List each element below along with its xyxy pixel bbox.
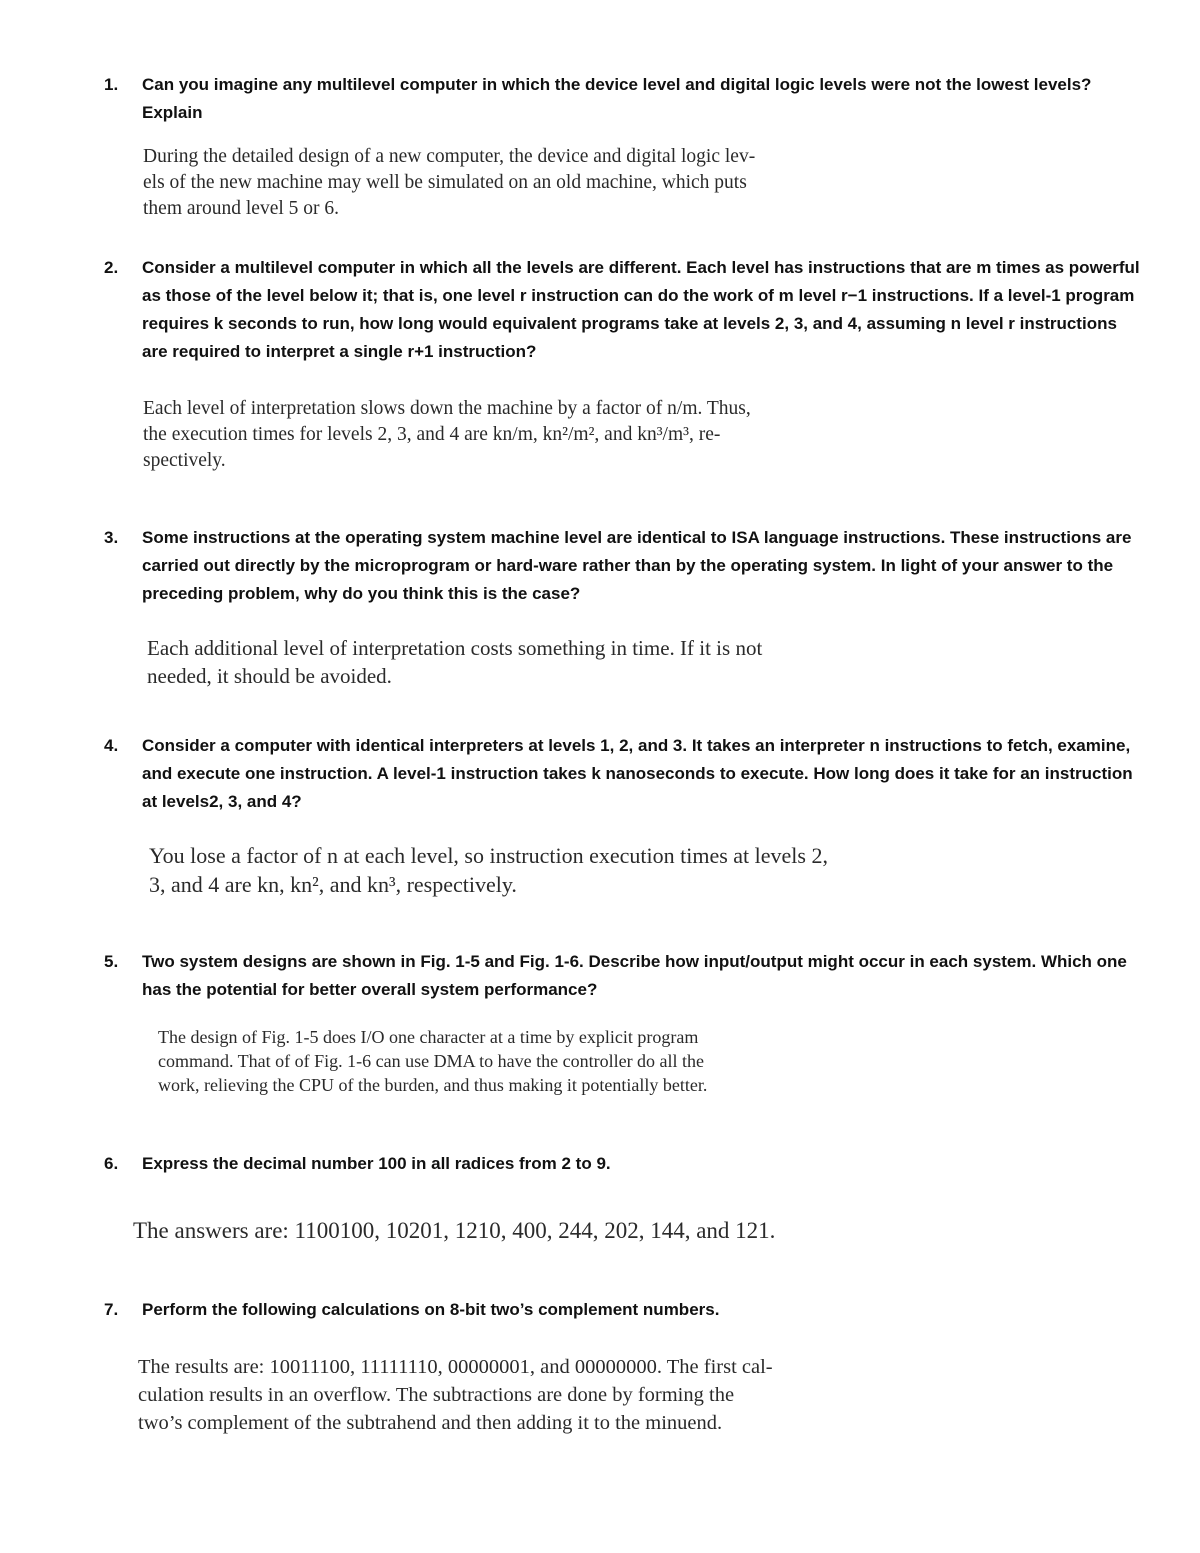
answer-1 [143,144,755,222]
answer-line: needed, it should be avoided. [147,664,392,688]
answer-line: work, relieving the CPU of the burden, and thus making it potentially better. [158,1075,708,1095]
question-number: 7. [104,1300,119,1319]
question-text: Consider a multilevel computer in which all the levels are different. Each level has instructions that are m times as powerful as those of the level below it; that is, one level r instruction can do the work of m level r−1 instructions. If a level-1 program requires k seconds to run, how long would equivalent programs take at levels 2, 3, and 4, assuming n level r instructions are required to interpret a single r+1 instruction? [142,258,1140,361]
question-5 [104,948,1144,1004]
answer-line: The answers are: 1100100, 10201, 1210, 400, 244, 202, 144, and 121. [133,1218,776,1243]
question-text: Two system designs are shown in Fig. 1-5 and Fig. 1-6. Describe how input/output might occur in each system. Which one has the potential for better overall system performance? [142,952,1127,999]
answer-line: culation results in an overflow. The subtractions are done by forming the [138,1384,735,1406]
answer-line: The design of Fig. 1-5 does I/O one character at a time by explicit program [158,1027,699,1047]
question-number: 2. [104,258,119,277]
answer-line: The results are: 10011100, 11111110, 00000001, and 00000000. The first cal- [138,1356,773,1378]
question-text: Consider a computer with identical interpreters at levels 1, 2, and 3. It takes an interpreter n instructions to fetch, examine, and execute one instruction. A level-1 instruction takes k nanoseconds to execute. How long does it take for an instruction at levels2, 3, and 4? [142,736,1133,811]
answer-5 [158,1025,707,1097]
question-number: 4. [104,736,119,755]
answer-2 [143,396,751,474]
answer-line: command. That of of Fig. 1-6 can use DMA to have the controller do all the [158,1051,705,1071]
answer-line: Each level of interpretation slows down the machine by a factor of n/m. Thus, [143,398,751,419]
question-number: 1. [104,75,119,94]
answer-line: them around level 5 or 6. [143,198,340,219]
answer-line: Each additional level of interpretation costs something in time. If it is not [147,636,763,660]
answer-6 [133,1216,775,1246]
question-number: 6. [104,1154,119,1173]
answer-4 [149,841,828,899]
question-6 [104,1150,1144,1178]
answer-line: two’s complement of the subtrahend and then adding it to the minuend. [138,1412,723,1434]
question-text: Express the decimal number 100 in all radices from 2 to 9. [142,1154,611,1173]
answer-7 [138,1353,773,1437]
answer-line: You lose a factor of n at each level, so instruction execution times at levels 2, [149,843,828,868]
question-text: Some instructions at the operating system machine level are identical to ISA language instructions. These instructions are carried out directly by the microprogram or hard-ware rather than by the operating system. In light of your answer to the preceding problem, why do you think this is the case? [142,528,1132,603]
question-number: 3. [104,528,119,547]
answer-line: 3, and 4 are kn, kn², and kn³, respectively. [149,872,517,897]
answer-line: During the detailed design of a new computer, the device and digital logic lev- [143,146,756,167]
question-4 [104,732,1144,816]
answer-line: spectively. [143,450,226,471]
question-number: 5. [104,952,119,971]
question-7 [104,1296,1144,1324]
question-1 [104,71,1144,127]
question-2 [104,254,1144,366]
question-3 [104,524,1144,608]
answer-line: els of the new machine may well be simulated on an old machine, which puts [143,172,747,193]
answer-line: the execution times for levels 2, 3, and 4 are kn/m, kn²/m², and kn³/m³, re- [143,424,721,445]
question-text: Perform the following calculations on 8-bit two’s complement numbers. [142,1300,720,1319]
question-text: Can you imagine any multilevel computer in which the device level and digital logic levels were not the lowest levels? Explain [142,75,1092,122]
answer-3 [147,634,762,690]
